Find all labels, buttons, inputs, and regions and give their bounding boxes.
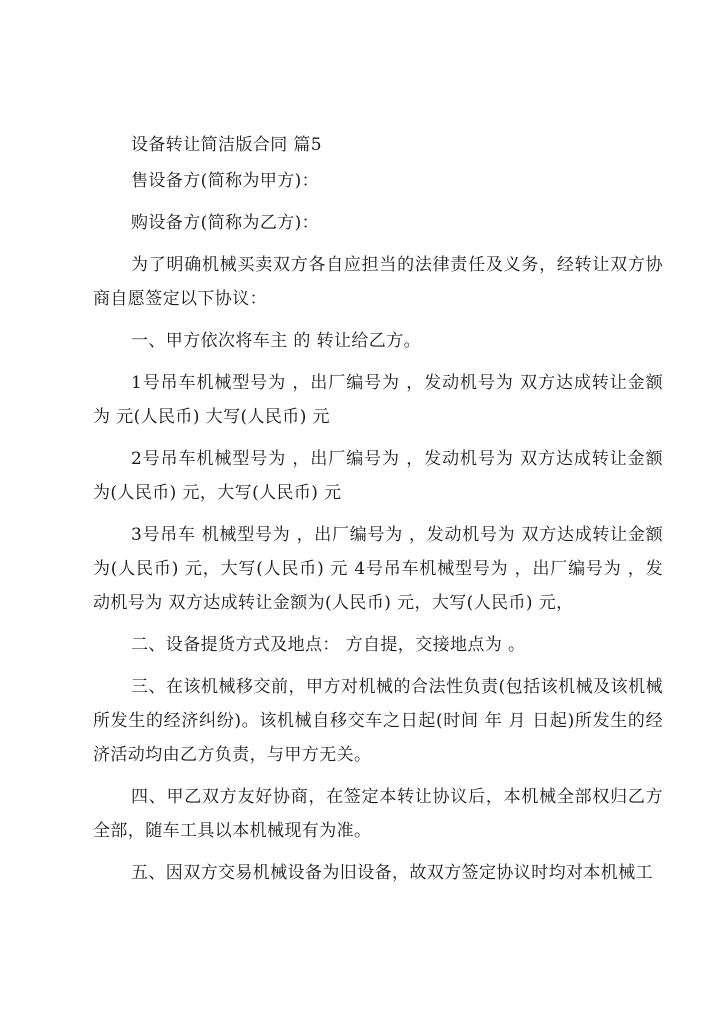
- paragraph-clause-3: 三、在该机械移交前，甲方对机械的合法性负责(包括该机械及该机械所发生的经济纠纷)。该机械自移交车之日起(时间 年 月 日起)所发生的经济活动均由乙方负责，与甲方无关。: [93, 677, 663, 765]
- paragraph-crane-2: 2号吊车机械型号为 ，出厂编号为 ，发动机号为 双方达成转让金额为(人民币) 元，大写(人民币) 元: [93, 449, 663, 503]
- document-title: 设备转让简洁版合同 篇5: [131, 135, 323, 155]
- paragraph-crane-1: 1号吊车机械型号为 ，出厂编号为 ，发动机号为 双方达成转让金额为 元(人民币) 大写(人民币) 元: [93, 373, 663, 427]
- paragraph-buyer: 购设备方(简称为乙方)：: [131, 213, 320, 233]
- document-body: [93, 128, 663, 898]
- paragraph-preamble: 为了明确机械买卖双方各自应担当的法律责任及义务，经转让双方协商自愿签定以下协议：: [93, 255, 663, 309]
- paragraph-crane-3-4: 3号吊车 机械型号为 ，出厂编号为 ，发动机号为 双方达成转让金额为(人民币) 元，大写(人民币) 元 4号吊车机械型号为 ，出厂编号为 ，发动机号为 双方达成转让金额为(人民币) 元，大写(人民币) 元，: [93, 525, 663, 613]
- paragraph-seller: 售设备方(简称为甲方)：: [131, 171, 320, 191]
- paragraph-clause-1: 一、甲方依次将车主 的 转让给乙方。: [131, 331, 422, 351]
- paragraph-clause-2: 二、设备提货方式及地点： 方自提，交接地点为 。: [131, 635, 526, 655]
- paragraph-clause-4: 四、甲乙双方友好协商，在签定本转让协议后，本机械全部权归乙方全部，随车工具以本机械现有为准。: [93, 787, 663, 841]
- paragraph-clause-5: 五、因双方交易机械设备为旧设备，故双方签定协议时均对本机械工: [131, 863, 653, 883]
